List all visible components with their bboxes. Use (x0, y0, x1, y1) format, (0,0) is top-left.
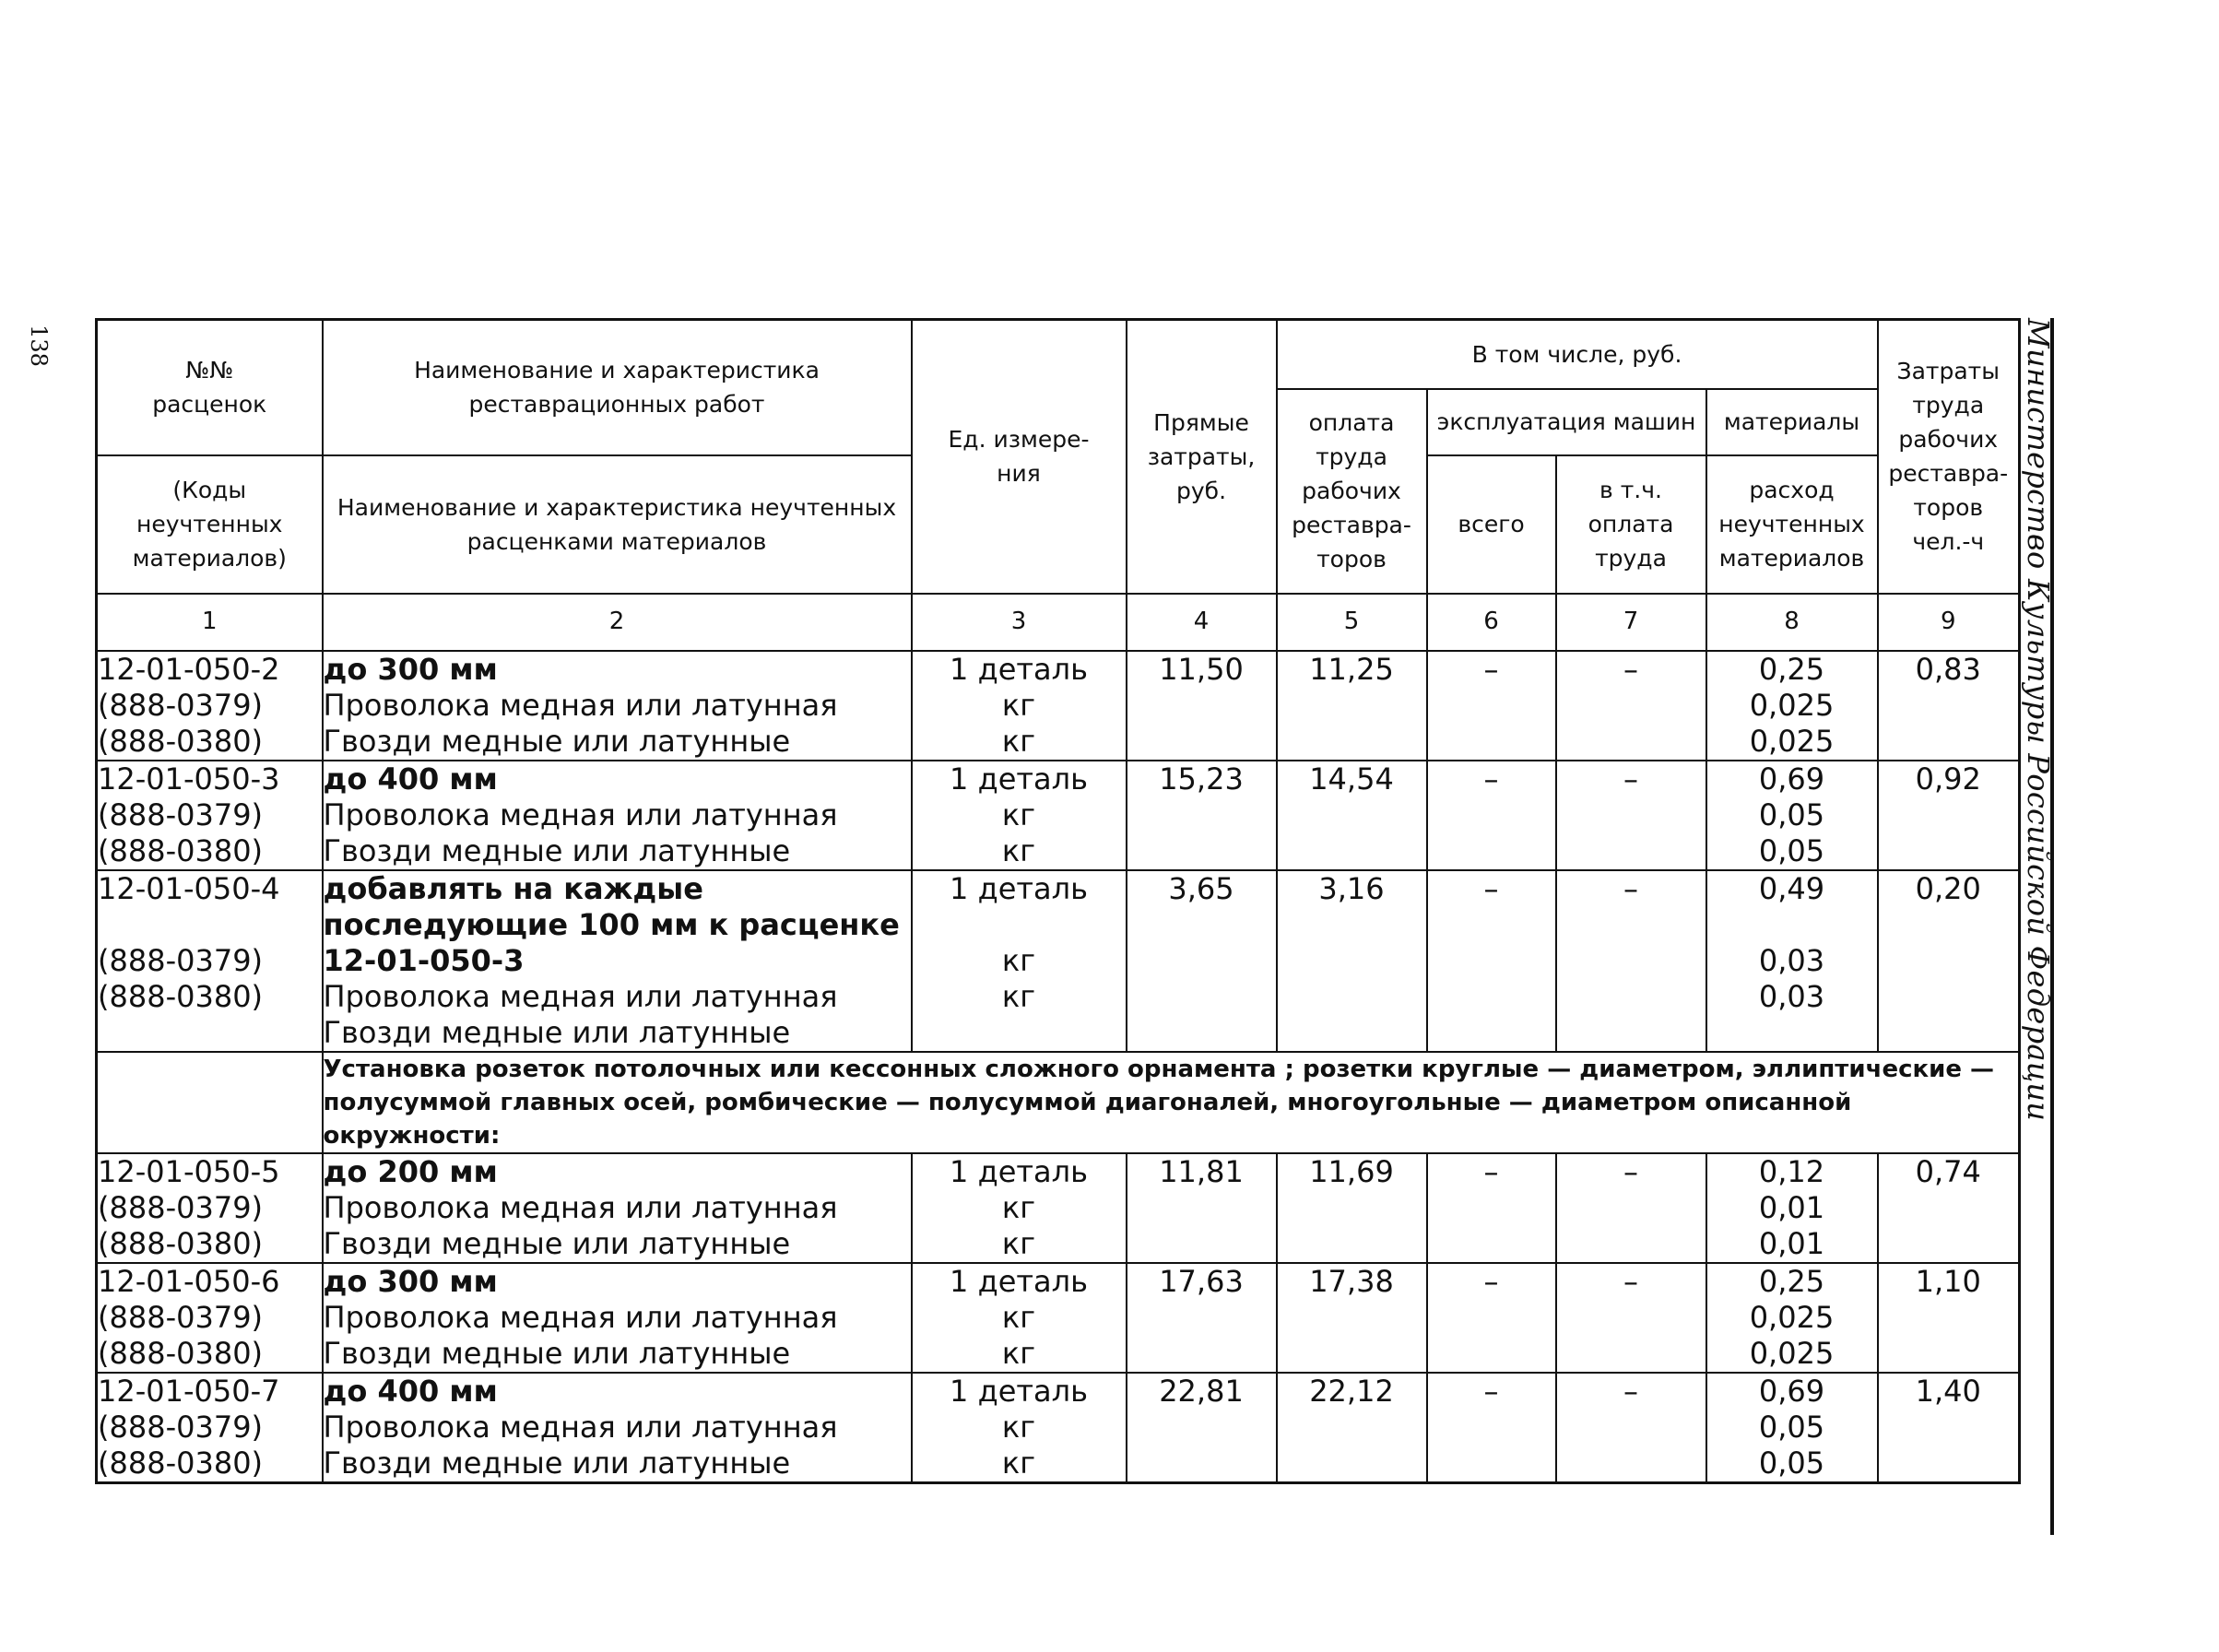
materials-cell (1706, 870, 1878, 1052)
header-machines-total: всего (1427, 455, 1556, 594)
material-name: Гвозди медные или латунные (323, 1445, 791, 1481)
rate-code: 12-01-050-3 (98, 761, 280, 796)
running-header-text: Министерство Культуры Российской Федерации (2021, 318, 2056, 1122)
wages-value: 11,25 (1277, 651, 1427, 761)
unit: 1 деталь (950, 1153, 1088, 1189)
rate-codes-cell (97, 1373, 323, 1483)
unit: кг (1001, 1225, 1036, 1261)
material-code: (888-0379) (98, 1409, 264, 1445)
material-code: (888-0380) (98, 723, 264, 759)
table-row (97, 1153, 2020, 1263)
column-number: 1 (97, 594, 323, 651)
column-number: 4 (1127, 594, 1277, 651)
unit: кг (1001, 687, 1036, 723)
header-including: В том числе, руб. (1277, 320, 1878, 389)
rate-codes-cell (97, 1153, 323, 1263)
material-consumption: 0,01 (1758, 1225, 1825, 1261)
work-name: до 200 мм (323, 1153, 498, 1189)
machines-wages-value: – (1556, 1153, 1706, 1263)
materials-cell (1706, 761, 1878, 870)
labor-costs-value: 1,40 (1878, 1373, 2020, 1483)
rate-names-cell (323, 1373, 912, 1483)
section-row (97, 1052, 2020, 1153)
machines-total-value: – (1427, 1153, 1556, 1263)
unit: кг (1001, 1445, 1036, 1481)
rate-names-cell (323, 870, 912, 1052)
work-name: до 400 мм (323, 761, 498, 796)
unit: кг (1001, 796, 1036, 832)
material-name: Проволока медная или латунная (323, 1189, 838, 1225)
units-cell (912, 761, 1127, 870)
material-consumption: 0,025 (1749, 723, 1835, 759)
header-machine-operation: эксплуатация машин (1427, 389, 1706, 455)
header-direct-costs: Прямые затраты, руб. (1127, 320, 1277, 594)
machines-total-value: – (1427, 1373, 1556, 1483)
section-title: Установка розеток потолочных или кессонных сложного орнамента ; розетки круглые — диаметром, эллиптические — полусуммой главных осей, ромбические — полусуммой диагоналей, многоугольные — диаметром описанной окружности: (323, 1052, 2020, 1153)
materials-cell (1706, 651, 1878, 761)
material-code: (888-0380) (98, 978, 264, 1014)
material-consumption: 0,025 (1749, 1335, 1835, 1371)
column-number: 7 (1556, 594, 1706, 651)
wages-value: 14,54 (1277, 761, 1427, 870)
rate-code: 12-01-050-5 (98, 1153, 280, 1189)
rate-names-cell (323, 761, 912, 870)
labor-costs-value: 0,20 (1878, 870, 2020, 1052)
header-material-codes: (Коды неучтенных материалов) (97, 455, 323, 594)
material-name: Проволока медная или латунная (323, 978, 838, 1014)
material-consumption: 0,05 (1758, 1409, 1825, 1445)
units-cell (912, 651, 1127, 761)
work-name: добавлять на каждые последующие 100 мм к расценке 12-01-050-3 (323, 870, 900, 978)
rate-codes-cell (97, 1263, 323, 1373)
machines-total-value: – (1427, 870, 1556, 1052)
unit: кг (1001, 978, 1036, 1014)
rate-names-cell (323, 1263, 912, 1373)
machines-wages-value: – (1556, 1373, 1706, 1483)
column-number: 9 (1878, 594, 2020, 651)
rate-codes-cell (97, 870, 323, 1052)
wages-value: 3,16 (1277, 870, 1427, 1052)
table-row (97, 761, 2020, 870)
material-code: (888-0380) (98, 1225, 264, 1261)
table-row (97, 651, 2020, 761)
unit: кг (1001, 1409, 1036, 1445)
table-row (97, 870, 2020, 1052)
direct-costs-value: 17,63 (1127, 1263, 1277, 1373)
labor-costs-value: 0,74 (1878, 1153, 2020, 1263)
header-work-name: Наименование и характеристика реставрационных работ (323, 320, 912, 455)
labor-costs-value: 0,92 (1878, 761, 2020, 870)
material-name: Гвозди медные или латунные (323, 723, 791, 759)
header-materials: материалы (1706, 389, 1878, 455)
work-name: до 300 мм (323, 651, 498, 687)
rate-code: 12-01-050-4 (98, 870, 280, 906)
wages-value: 22,12 (1277, 1373, 1427, 1483)
spacer (98, 907, 322, 943)
unit: 1 деталь (950, 651, 1088, 687)
material-consumption: 0,025 (1749, 687, 1835, 723)
unit: кг (1001, 723, 1036, 759)
material-consumption: 0,05 (1758, 796, 1825, 832)
spacer (1707, 907, 1877, 943)
machines-wages-value: – (1556, 651, 1706, 761)
units-cell (912, 1373, 1127, 1483)
unit: 1 деталь (950, 1373, 1088, 1409)
machines-total-value: – (1427, 651, 1556, 761)
rate-code: 12-01-050-7 (98, 1373, 280, 1409)
machines-wages-value: – (1556, 761, 1706, 870)
machines-total-value: – (1427, 761, 1556, 870)
work-name: до 300 мм (323, 1263, 498, 1299)
header-wages: оплата труда рабочих реставра- торов (1277, 389, 1427, 594)
units-cell (912, 870, 1127, 1052)
direct-costs-value: 3,65 (1127, 870, 1277, 1052)
materials-cell (1706, 1153, 1878, 1263)
material-name: Гвозди медные или латунные (323, 832, 791, 868)
material-name: Проволока медная или латунная (323, 1409, 838, 1445)
material-name: Проволока медная или латунная (323, 796, 838, 832)
material-consumption: 0,05 (1758, 832, 1825, 868)
material-consumption: 0,25 (1758, 1263, 1825, 1299)
table-row (97, 1263, 2020, 1373)
unit: кг (1001, 942, 1036, 978)
rate-names-cell (323, 1153, 912, 1263)
material-code: (888-0380) (98, 1445, 264, 1481)
page-number: 138 (26, 324, 52, 367)
work-name: до 400 мм (323, 1373, 498, 1409)
unit: 1 деталь (950, 1263, 1088, 1299)
column-number: 6 (1427, 594, 1556, 651)
material-name: Проволока медная или латунная (323, 1299, 838, 1335)
table-row (97, 1373, 2020, 1483)
header-material-names: Наименование и характеристика неучтенных расценками материалов (323, 455, 912, 594)
table-header (97, 320, 2020, 651)
header-labor-costs: Затраты труда рабочих реставра- торов чел.-ч (1878, 320, 2020, 594)
material-consumption: 0,03 (1758, 942, 1825, 978)
machines-wages-value: – (1556, 870, 1706, 1052)
unit: кг (1001, 1189, 1036, 1225)
material-name: Гвозди медные или латунные (323, 1335, 791, 1371)
unit: кг (1001, 832, 1036, 868)
header-materials-consumption: расход неучтенных материалов (1706, 455, 1878, 594)
running-header (2021, 318, 2094, 1122)
section-empty-cell (97, 1052, 323, 1153)
material-consumption: 0,25 (1758, 651, 1825, 687)
units-cell (912, 1263, 1127, 1373)
column-number: 2 (323, 594, 912, 651)
column-number: 8 (1706, 594, 1878, 651)
machines-total-value: – (1427, 1263, 1556, 1373)
materials-cell (1706, 1263, 1878, 1373)
unit: кг (1001, 1335, 1036, 1371)
unit: 1 деталь (950, 761, 1088, 796)
column-number: 3 (912, 594, 1127, 651)
material-code: (888-0379) (98, 1299, 264, 1335)
material-name: Гвозди медные или латунные (323, 1014, 791, 1050)
machines-wages-value: – (1556, 1263, 1706, 1373)
material-consumption: 0,01 (1758, 1189, 1825, 1225)
material-consumption: 0,03 (1758, 978, 1825, 1014)
direct-costs-value: 11,81 (1127, 1153, 1277, 1263)
rate-codes-cell (97, 761, 323, 870)
material-code: (888-0379) (98, 1189, 264, 1225)
unit: кг (1001, 1299, 1036, 1335)
units-cell (912, 1153, 1127, 1263)
header-machines-wages: в т.ч. оплата труда (1556, 455, 1706, 594)
unit: 1 деталь (950, 870, 1088, 906)
wages-value: 17,38 (1277, 1263, 1427, 1373)
rate-code: 12-01-050-6 (98, 1263, 280, 1299)
material-name: Проволока медная или латунная (323, 687, 838, 723)
material-consumption: 0,12 (1758, 1153, 1825, 1189)
header-unit: Ед. измере- ния (912, 320, 1127, 594)
labor-costs-value: 1,10 (1878, 1263, 2020, 1373)
column-number: 5 (1277, 594, 1427, 651)
materials-cell (1706, 1373, 1878, 1483)
direct-costs-value: 11,50 (1127, 651, 1277, 761)
material-name: Гвозди медные или латунные (323, 1225, 791, 1261)
material-code: (888-0379) (98, 796, 264, 832)
material-code: (888-0379) (98, 942, 264, 978)
labor-costs-value: 0,83 (1878, 651, 2020, 761)
restoration-rates-table (95, 318, 2021, 1484)
material-consumption: 0,69 (1758, 1373, 1825, 1409)
spacer (913, 907, 1126, 943)
material-code: (888-0380) (98, 1335, 264, 1371)
rate-codes-cell (97, 651, 323, 761)
material-consumption: 0,05 (1758, 1445, 1825, 1481)
direct-costs-value: 15,23 (1127, 761, 1277, 870)
wages-value: 11,69 (1277, 1153, 1427, 1263)
material-consumption: 0,025 (1749, 1299, 1835, 1335)
rate-names-cell (323, 651, 912, 761)
rate-code: 12-01-050-2 (98, 651, 280, 687)
material-code: (888-0380) (98, 832, 264, 868)
material-consumption: 0,69 (1758, 761, 1825, 796)
material-code: (888-0379) (98, 687, 264, 723)
material-consumption: 0,49 (1758, 870, 1825, 906)
direct-costs-value: 22,81 (1127, 1373, 1277, 1483)
header-rate-number: №№ расценок (97, 320, 323, 455)
